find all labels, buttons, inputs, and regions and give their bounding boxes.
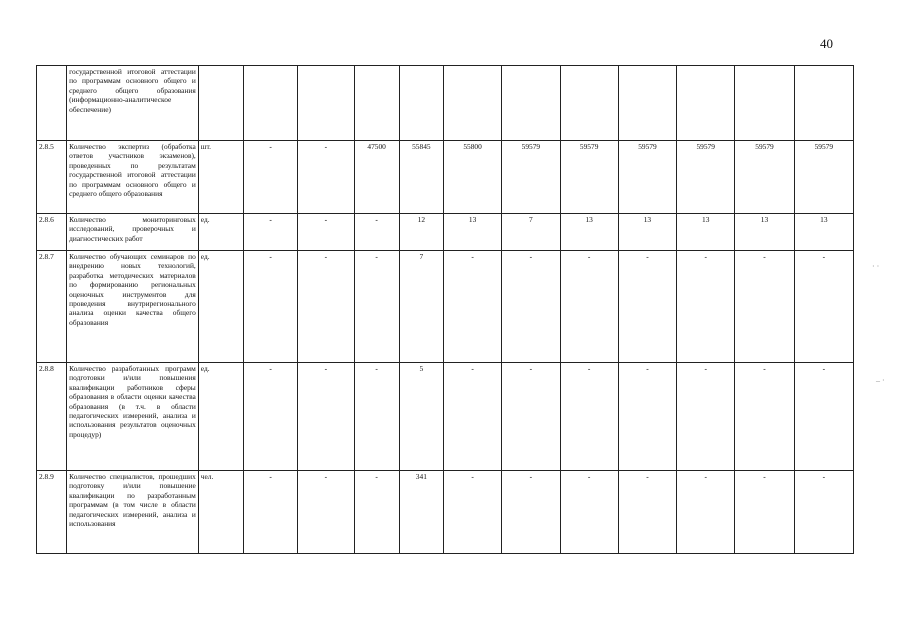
value-cell [794,66,853,141]
value-cell: 59579 [502,141,560,214]
value-cell: - [354,471,399,554]
value-cell: - [298,471,354,554]
row-unit: шт. [198,141,243,214]
value-cell: - [244,251,298,363]
page-number: 40 [820,36,833,51]
value-cell: 59579 [560,141,618,214]
value-cell: - [244,471,298,554]
value-cell [560,66,618,141]
row-number: 2.8.9 [37,471,67,554]
value-cell: 13 [677,214,735,251]
row-unit: ед. [198,363,243,471]
value-cell: 13 [443,214,501,251]
value-cell: - [502,251,560,363]
value-cell: 59579 [794,141,853,214]
value-cell: - [244,363,298,471]
row-number: 2.8.8 [37,363,67,471]
table-row [37,471,854,554]
row-unit: ед. [198,214,243,251]
value-cell: - [298,214,354,251]
value-cell [735,66,794,141]
value-cell: 13 [735,214,794,251]
value-cell: 341 [399,471,443,554]
value-cell [443,66,501,141]
value-cell: - [354,251,399,363]
row-number: 2.8.5 [37,141,67,214]
value-cell: - [677,251,735,363]
value-cell [354,66,399,141]
value-cell: - [677,363,735,471]
row-description: государственной итоговой аттестации по программам основного общего и среднего общего образования (информационно-аналитическое обеспечение) [67,66,199,141]
value-cell: - [560,363,618,471]
value-cell [502,66,560,141]
value-cell: - [735,471,794,554]
value-cell: - [298,363,354,471]
table-row [37,214,854,251]
value-cell: 55845 [399,141,443,214]
scan-mark: · · [872,262,880,271]
value-cell: - [244,214,298,251]
value-cell: 13 [618,214,676,251]
value-cell: - [618,251,676,363]
value-cell: - [735,363,794,471]
row-number: 2.8.6 [37,214,67,251]
value-cell: - [618,363,676,471]
value-cell [298,66,354,141]
table-row [37,141,854,214]
value-cell: 59579 [677,141,735,214]
value-cell: 59579 [735,141,794,214]
value-cell: 12 [399,214,443,251]
row-number [37,66,67,141]
value-cell: - [560,251,618,363]
value-cell: - [354,214,399,251]
value-cell: - [502,471,560,554]
indicators-table [36,65,854,554]
value-cell: - [502,363,560,471]
row-unit: ед. [198,251,243,363]
value-cell: 13 [794,214,853,251]
table-row [37,66,854,141]
value-cell: - [298,141,354,214]
value-cell: - [354,363,399,471]
value-cell: - [794,471,853,554]
value-cell: - [618,471,676,554]
row-description: Количество обучающих семинаров по внедрению новых технологий, разработка методических материалов по формированию региональных оценочных инструментов для проведения внутрирегионального анализа оценки качества общего образования [67,251,199,363]
value-cell: - [735,251,794,363]
table-row [37,363,854,471]
value-cell: - [794,251,853,363]
table-row [37,251,854,363]
value-cell: - [794,363,853,471]
row-description: Количество экспертиз (обработка ответов участников экзаменов), проведенных по результатам государственной итоговой аттестации по программам основного общего и среднего общего образования [67,141,199,214]
value-cell: - [443,363,501,471]
row-description: Количество специалистов, прошедших подготовку и/или повышение квалификации по разработанным программам (в том числе в области педагогических измерений, анализа и использования [67,471,199,554]
scan-mark: ‒ · [876,376,885,385]
value-cell: - [560,471,618,554]
value-cell: 7 [399,251,443,363]
value-cell: - [244,141,298,214]
value-cell: 13 [560,214,618,251]
value-cell: 55800 [443,141,501,214]
row-unit: чел. [198,471,243,554]
row-unit [198,66,243,141]
value-cell: 47500 [354,141,399,214]
value-cell: - [677,471,735,554]
value-cell: - [298,251,354,363]
row-description: Количество разработанных программ подготовки и/или повышения квалификации работников сферы образования в области оценки качества образования (в т.ч. в области педагогических измерений, анализа и использования результатов оценочных процедур) [67,363,199,471]
row-number: 2.8.7 [37,251,67,363]
value-cell [399,66,443,141]
row-description: Количество мониторинговых исследований, проверочных и диагностических работ [67,214,199,251]
value-cell: 59579 [618,141,676,214]
value-cell [677,66,735,141]
value-cell: - [443,251,501,363]
value-cell: 5 [399,363,443,471]
value-cell [244,66,298,141]
value-cell: 7 [502,214,560,251]
value-cell [618,66,676,141]
value-cell: - [443,471,501,554]
